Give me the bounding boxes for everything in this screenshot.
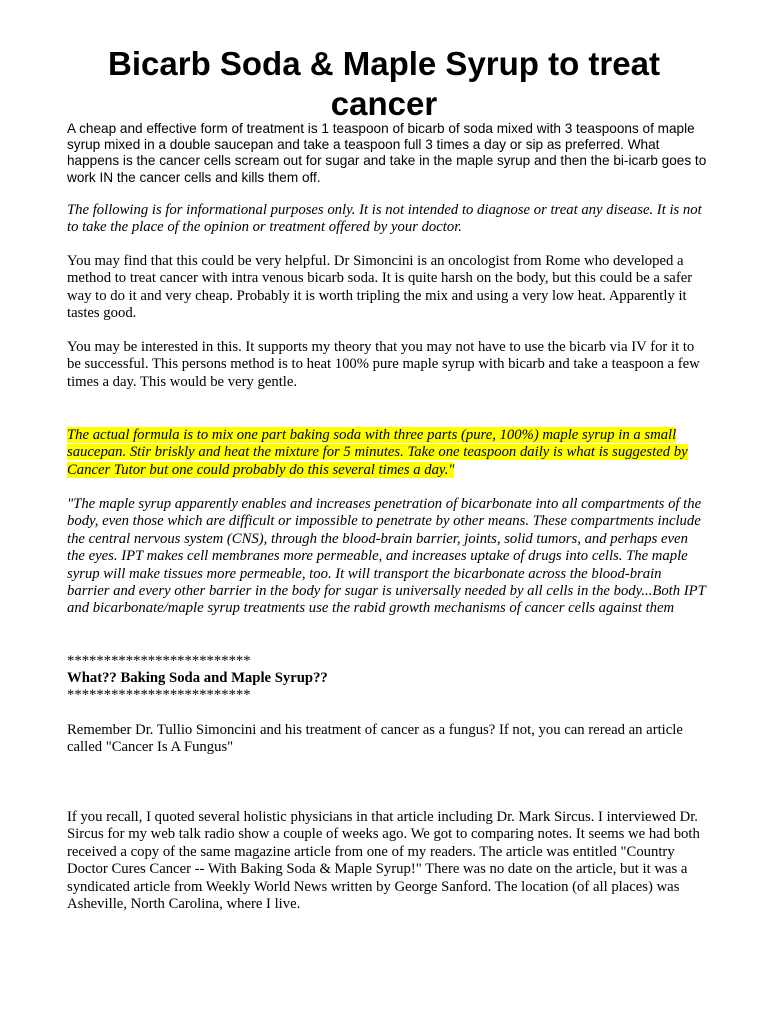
stars-divider-top: *************************	[67, 653, 251, 669]
theory-paragraph: You may be interested in this. It supports my theory that you may not have to use the bicarb via IV for it to be successful. This persons method is to heat 100% pure maple syrup with bicarb and take a teaspoon a few times a day. This would be very gentle.	[67, 339, 700, 390]
section-heading: What?? Baking Soda and Maple Syrup??	[67, 670, 328, 686]
simoncini-paragraph: You may find that this could be very helpful. Dr Simoncini is an oncologist from Rome who developed a method to treat cancer with intra venous bicarb soda. It is quite harsh on the body, but this could be a safer way to do it and very cheap. Probably it is worth tripling the mix and using a very low heat. Apparently it tastes good.	[67, 253, 693, 322]
remember-paragraph: Remember Dr. Tullio Simoncini and his treatment of cancer as a fungus? If not, you can reread an article called "Cancer Is A Fungus"	[67, 722, 683, 756]
intro-paragraph: A cheap and effective form of treatment is 1 teaspoon of bicarb of soda mixed with 3 teaspoons of maple syrup mixed in a double saucepan and take a teaspoon full 3 times a day or sip as preferred. What happens is the cancer cells scream out for sugar and take in the maple syrup and then the bi-icarb goes to work IN the cancer cells and kills them off.	[67, 121, 707, 185]
disclaimer-paragraph: The following is for informational purposes only. It is not intended to diagnose or treat any disease. It is not to take the place of the opinion or treatment offered by your doctor.	[67, 202, 702, 236]
quote-paragraph: "The maple syrup apparently enables and increases penetration of bicarbonate into all compartments of the body, even those which are difficult or impossible to penetrate by other means. These compartments include the central nervous system (CNS), through the blood-brain barrier, joints, solid tumors, and perhaps even the eyes. IPT makes cell membranes more permeable, and increases uptake of drugs into cells. The maple syrup will make tissues more permeable, too. It will transport the bicarbonate across the blood-brain barrier and every other barrier in the body for sugar is universally needed by all cells in the body...Both IPT and bicarbonate/maple syrup treatments use the rabid growth mechanisms of cancer cells against them	[67, 496, 706, 617]
formula-highlight: The actual formula is to mix one part baking soda with three parts (pure, 100%) maple syrup in a small saucepan. Stir briskly and heat the mixture for 5 minutes. Take one teaspoon daily is what is suggested by Cancer Tutor but one could probably do this several times a day."	[67, 427, 688, 478]
page-title: Bicarb Soda & Maple Syrup to treat cancer	[108, 45, 660, 122]
formula-paragraph	[67, 427, 707, 479]
recall-paragraph: If you recall, I quoted several holistic physicians in that article including Dr. Mark Sircus. I interviewed Dr. Sircus for my web talk radio show a couple of weeks ago. We got to comparing notes. It seems we had both received a copy of the same magazine article from one of my readers. The article was entitled "Country Doctor Cures Cancer -- With Baking Soda & Maple Syrup!" There was no date on the article, but it was a syndicated article from Weekly World News written by George Sanford. The location (of all places) was Asheville, North Carolina, where I live.	[67, 809, 700, 913]
stars-divider-bottom: *************************	[67, 687, 251, 703]
